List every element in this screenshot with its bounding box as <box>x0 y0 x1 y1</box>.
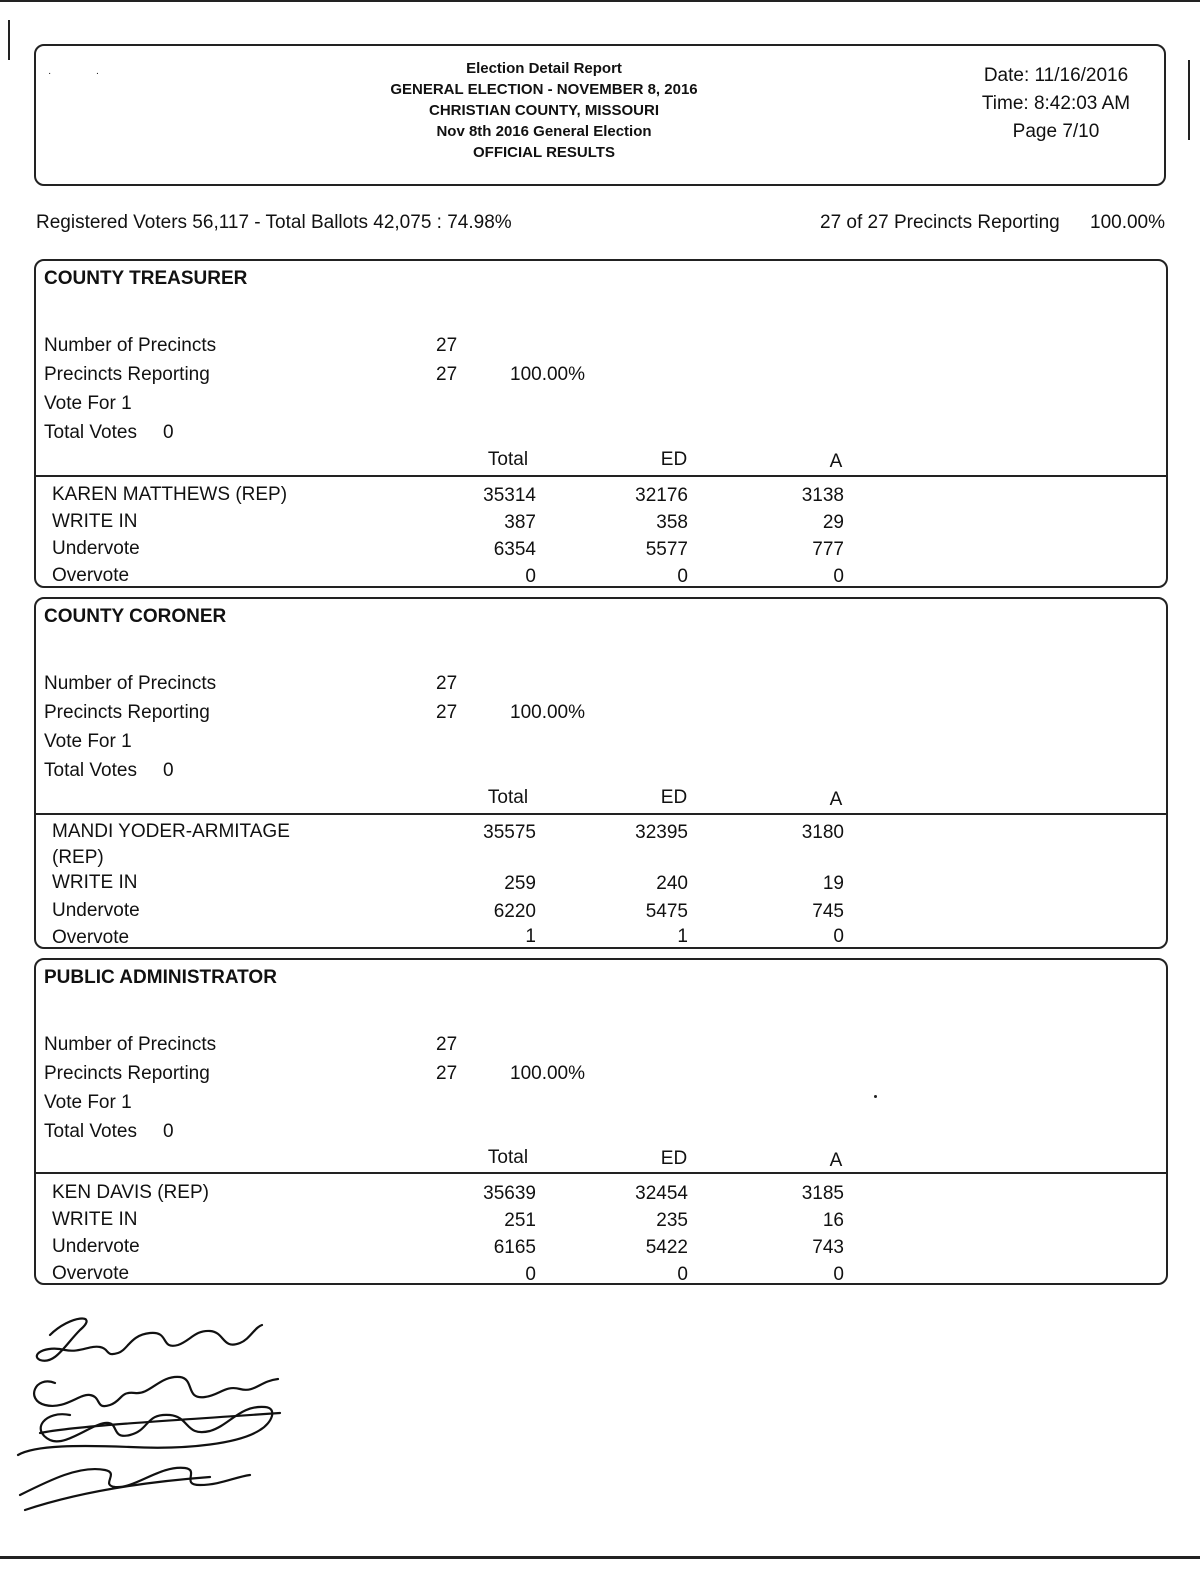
votes-ed: 0 <box>677 1264 688 1285</box>
votes-total: 6220 <box>493 901 536 922</box>
votes-ed: 5422 <box>645 1237 688 1258</box>
candidate-name: Undervote <box>52 900 140 921</box>
votes-ed: 358 <box>656 512 688 533</box>
votes-total: 35575 <box>483 822 536 843</box>
precincts-reporting-value: 27 <box>436 364 458 385</box>
election-title: GENERAL ELECTION - NOVEMBER 8, 2016 <box>390 81 698 98</box>
votes-total: 251 <box>504 1210 536 1231</box>
report-date: Date: 11/16/2016 <box>983 65 1129 86</box>
race-title: COUNTY CORONER <box>44 606 227 627</box>
candidate-name: KAREN MATTHEWS (REP) <box>52 484 288 505</box>
scan-speck <box>874 1095 877 1098</box>
votes-total: 35639 <box>483 1183 536 1204</box>
votes-a: 745 <box>812 901 844 922</box>
candidate-name: MANDI YODER-ARMITAGE <box>52 821 290 842</box>
total-votes-label: Total Votes <box>44 1121 137 1142</box>
candidate-name: Overvote <box>52 565 130 586</box>
number-of-precincts-value: 27 <box>436 673 458 694</box>
votes-total: 0 <box>525 1264 536 1285</box>
number-of-precincts-label: Number of Precincts <box>44 335 217 356</box>
votes-total: 6165 <box>493 1237 536 1258</box>
votes-ed: 5475 <box>645 901 688 922</box>
vote-for-label: Vote For 1 <box>44 731 132 752</box>
precincts-reporting-value: 27 <box>436 702 458 723</box>
race-title: COUNTY TREASURER <box>44 268 248 289</box>
county-name: CHRISTIAN COUNTY, MISSOURI <box>428 102 659 119</box>
race-public-administrator <box>34 958 1168 1285</box>
col-header-total: Total <box>487 1147 529 1168</box>
col-header-a: A <box>829 451 843 472</box>
votes-ed: 1 <box>677 926 688 947</box>
col-header-ed: ED <box>660 1148 688 1169</box>
votes-total: 6354 <box>493 539 536 560</box>
vote-for-label: Vote For 1 <box>44 1092 132 1113</box>
number-of-precincts-label: Number of Precincts <box>44 673 217 694</box>
votes-a: 29 <box>822 512 844 533</box>
votes-a: 743 <box>812 1237 844 1258</box>
votes-total: 259 <box>504 873 536 894</box>
report-title: Election Detail Report <box>466 60 622 77</box>
votes-total: 0 <box>525 566 536 587</box>
candidate-party: (REP) <box>52 847 104 868</box>
race-title: PUBLIC ADMINISTRATOR <box>44 967 277 988</box>
votes-total: 387 <box>504 512 536 533</box>
election-name: Nov 8th 2016 General Election <box>436 123 652 140</box>
header-rule <box>36 475 1166 477</box>
candidate-name: WRITE IN <box>52 1209 138 1230</box>
report-time: Time: 8:42:03 AM <box>981 93 1131 114</box>
candidate-name: WRITE IN <box>52 511 138 532</box>
total-votes-label: Total Votes <box>44 760 137 781</box>
race-county-coroner <box>34 597 1168 949</box>
col-header-ed: ED <box>660 449 688 470</box>
report-header <box>34 44 1166 186</box>
candidate-name: WRITE IN <box>52 872 138 893</box>
number-of-precincts-label: Number of Precincts <box>44 1034 217 1055</box>
candidate-name: Undervote <box>52 1236 140 1257</box>
scan-top-line <box>0 0 1200 2</box>
candidate-name: Overvote <box>52 1263 130 1284</box>
col-header-a: A <box>829 789 843 810</box>
scan-right-mark <box>1188 60 1190 140</box>
votes-a: 0 <box>833 1264 844 1285</box>
precincts-reporting-pct: 100.00% <box>510 364 586 385</box>
precincts-reporting-label: Precincts Reporting <box>44 702 210 723</box>
results-type: OFFICIAL RESULTS <box>473 144 615 161</box>
col-header-a: A <box>829 1150 843 1171</box>
race-county-treasurer <box>34 259 1168 588</box>
number-of-precincts-value: 27 <box>436 335 458 356</box>
header-rule <box>36 1172 1166 1174</box>
votes-a: 3138 <box>801 485 844 506</box>
precincts-reporting-pct: 100.00% <box>510 1063 586 1084</box>
votes-total: 1 <box>525 926 536 947</box>
votes-a: 19 <box>822 873 844 894</box>
total-votes-label: Total Votes <box>44 422 137 443</box>
votes-a: 777 <box>812 539 844 560</box>
votes-a: 0 <box>833 566 844 587</box>
col-header-total: Total <box>487 787 529 808</box>
precincts-reporting-label: Precincts Reporting <box>44 364 210 385</box>
votes-total: 35314 <box>483 485 536 506</box>
votes-ed: 32176 <box>635 485 688 506</box>
voter-summary: Registered Voters 56,117 - Total Ballots 42,075 : 74.98% <box>36 212 512 233</box>
signatures <box>10 1305 310 1525</box>
precincts-reporting-value: 27 <box>436 1063 458 1084</box>
precincts-summary: 27 of 27 Precincts Reporting <box>820 212 1060 233</box>
votes-a: 3185 <box>801 1183 844 1204</box>
vote-for-label: Vote For 1 <box>44 393 132 414</box>
total-votes-value: 0 <box>163 422 174 443</box>
votes-ed: 32395 <box>635 822 688 843</box>
scan-left-mark <box>8 20 10 60</box>
votes-ed: 0 <box>677 566 688 587</box>
precincts-reporting-label: Precincts Reporting <box>44 1063 210 1084</box>
votes-ed: 32454 <box>635 1183 688 1204</box>
candidate-name: Undervote <box>52 538 140 559</box>
col-header-ed: ED <box>660 787 688 808</box>
scan-specks: · · <box>48 68 100 79</box>
scan-bottom-line <box>0 1556 1200 1559</box>
votes-ed: 235 <box>656 1210 688 1231</box>
precincts-reporting-pct: 100.00% <box>510 702 586 723</box>
col-header-total: Total <box>487 449 529 470</box>
total-votes-value: 0 <box>163 1121 174 1142</box>
precincts-summary-pct: 100.00% <box>1090 212 1166 233</box>
votes-a: 3180 <box>801 822 844 843</box>
votes-ed: 240 <box>656 873 688 894</box>
total-votes-value: 0 <box>163 760 174 781</box>
candidate-name: KEN DAVIS (REP) <box>52 1182 209 1203</box>
number-of-precincts-value: 27 <box>436 1034 458 1055</box>
header-rule <box>36 813 1166 815</box>
candidate-name: Overvote <box>52 927 130 948</box>
votes-ed: 5577 <box>645 539 688 560</box>
votes-a: 16 <box>822 1210 844 1231</box>
page-number: Page 7/10 <box>1012 121 1100 142</box>
votes-a: 0 <box>833 926 844 947</box>
